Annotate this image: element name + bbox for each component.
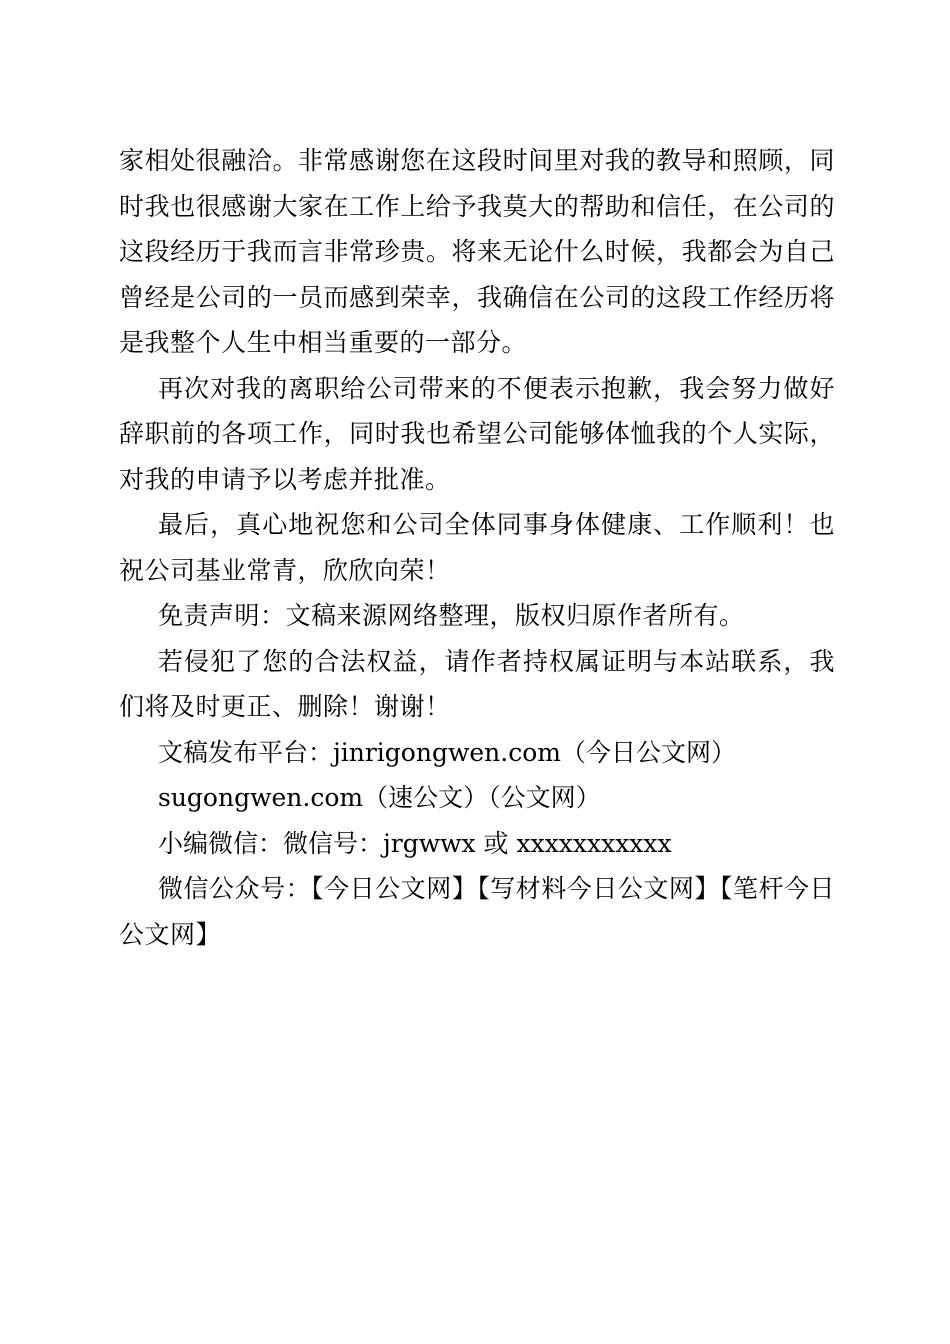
document-body: [119, 138, 835, 957]
paragraph-continuation: 家相处很融洽。非常感谢您在这段时间里对我的教导和照顾，同时我也很感谢大家在工作上给予我莫大的帮助和信任，在公司的这段经历于我而言非常珍贵。将来无论什么时候，我都会为自己曾经是公司的一员而感到荣幸，我确信在公司的这段工作经历将是我整个人生中相当重要的一部分。: [119, 146, 835, 357]
paragraph-apology: 再次对我的离职给公司带来的不便表示抱歉，我会努力做好辞职前的各项工作，同时我也希望公司能够体恤我的个人实际，对我的申请予以考虑并批准。: [119, 373, 835, 494]
paragraph-closing-wishes: 最后，真心地祝您和公司全体同事身体健康、工作顺利！也祝公司基业常青，欣欣向荣！: [119, 510, 835, 585]
paragraph-wechat-accounts: 微信公众号：【今日公文网】【写材料今日公文网】【笔杆今日公文网】: [119, 874, 835, 949]
paragraph-disclaimer: 免责声明：文稿来源网络整理，版权归原作者所有。: [158, 601, 745, 630]
paragraph-editor-wechat: 小编微信：微信号：jrgwwx 或 xxxxxxxxxxx: [158, 828, 672, 858]
paragraph-alt-site: sugongwen.com（速公文）（公文网）: [158, 783, 601, 812]
paragraph-publish-platform: 文稿发布平台：jinrigongwen.com（今日公文网）: [158, 737, 736, 767]
paragraph-infringement-notice: 若侵犯了您的合法权益，请作者持权属证明与本站联系，我们将及时更正、删除！谢谢！: [119, 646, 835, 721]
